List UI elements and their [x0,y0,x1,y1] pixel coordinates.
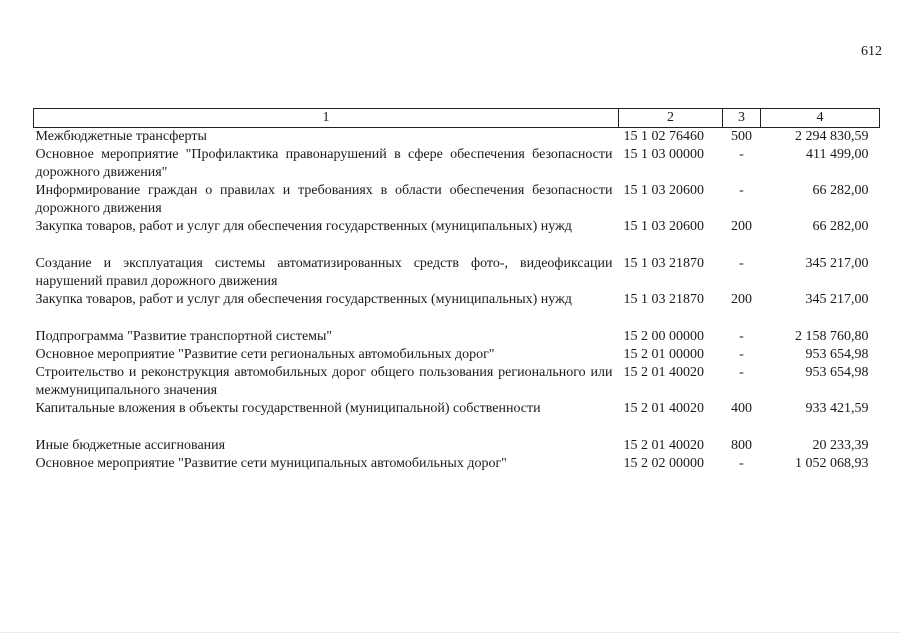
row-description: Закупка товаров, работ и услуг для обеспечения государственных (муниципальных) нужд [35,292,572,307]
table-row [34,128,880,147]
row-amount: 345 217,00 [805,292,869,307]
row-expense-type: - [739,456,744,471]
row-expense-type: 500 [731,129,752,144]
row-amount: 2 294 830,59 [795,129,869,144]
table-row [34,218,880,255]
table-row [34,346,880,364]
row-target-code: 15 1 03 00000 [623,147,704,162]
row-description: Иные бюджетные ассигнования [35,438,226,453]
row-target-code: 15 1 03 20600 [623,183,704,198]
header-col-3: 3 [723,109,761,128]
row-target-code: 15 2 01 40020 [623,438,704,453]
row-amount: 2 158 760,80 [795,329,869,344]
row-target-code: 15 2 01 40020 [623,401,704,416]
header-col-4: 4 [761,109,880,128]
row-expense-type: - [739,329,744,344]
row-description: Межбюджетные трансферты [35,129,207,144]
row-target-code: 15 2 01 00000 [623,347,704,362]
row-description: Закупка товаров, работ и услуг для обеспечения государственных (муниципальных) нужд [35,219,572,234]
table-row [34,291,880,328]
row-target-code: 15 2 01 40020 [623,365,704,380]
header-col-2: 2 [619,109,723,128]
row-amount: 66 282,00 [812,183,869,198]
row-amount: 953 654,98 [805,365,869,380]
table-row [34,437,880,455]
row-description: Создание и эксплуатация системы автоматизированных средств фото-, видеофиксации нарушений правил дорожного движения [35,256,613,289]
row-expense-type: - [739,256,744,271]
row-amount: 933 421,59 [805,401,869,416]
row-amount: 953 654,98 [805,347,869,362]
table-row [34,328,880,346]
row-description: Строительство и реконструкция автомобильных дорог общего пользования регионального или межмуниципального значения [35,365,613,398]
row-description: Основное мероприятие "Развитие сети региональных автомобильных дорог" [35,347,495,362]
table-row [34,400,880,437]
row-target-code: 15 2 00 00000 [623,329,704,344]
row-expense-type: 400 [731,401,752,416]
row-amount: 66 282,00 [812,219,869,234]
table-row [34,364,880,400]
page-number: 612 [861,44,882,59]
table-row [34,455,880,473]
row-expense-type: - [739,365,744,380]
row-description: Основное мероприятие "Развитие сети муниципальных автомобильных дорог" [35,456,507,471]
budget-table [33,108,880,473]
row-amount: 411 499,00 [806,147,869,162]
row-expense-type: 800 [731,438,752,453]
table-row [34,255,880,291]
row-expense-type: 200 [731,219,752,234]
table-header-row [34,109,880,128]
row-target-code: 15 1 03 21870 [623,292,704,307]
row-target-code: 15 1 03 21870 [623,256,704,271]
table-row [34,146,880,182]
row-description: Капитальные вложения в объекты государственной (муниципальной) собственности [35,401,541,416]
row-target-code: 15 2 02 00000 [623,456,704,471]
row-description: Основное мероприятие "Профилактика правонарушений в сфере обеспечения безопасности дорожного движения" [35,147,613,180]
table-row [34,182,880,218]
row-expense-type: 200 [731,292,752,307]
row-description: Подпрограмма "Развитие транспортной системы" [35,329,333,344]
page-edge-line [0,632,899,634]
row-amount: 1 052 068,93 [795,456,869,471]
header-col-1: 1 [34,109,619,128]
row-target-code: 15 1 03 20600 [623,219,704,234]
row-description: Информирование граждан о правилах и требованиях в области обеспечения безопасности дорожного движения [35,183,613,216]
row-expense-type: - [739,147,744,162]
row-target-code: 15 1 02 76460 [623,129,704,144]
row-expense-type: - [739,183,744,198]
row-expense-type: - [739,347,744,362]
row-amount: 20 233,39 [812,438,869,453]
row-amount: 345 217,00 [805,256,869,271]
